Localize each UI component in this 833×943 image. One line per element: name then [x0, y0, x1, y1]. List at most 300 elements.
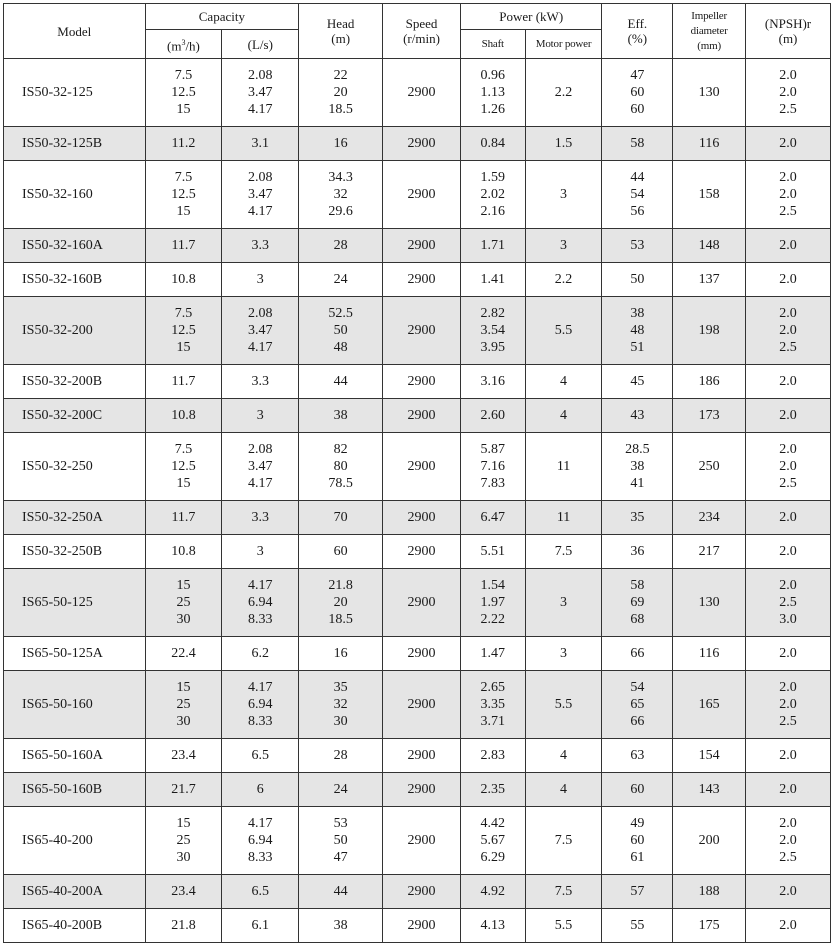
npsh-cell [746, 909, 831, 943]
shaft-power-cell-value: 1.26 [480, 102, 506, 117]
model-cell: IS50-32-160A [4, 229, 146, 263]
impeller-diameter-cell: 148 [673, 229, 746, 263]
speed-cell: 2900 [383, 875, 461, 909]
table-row [4, 637, 831, 671]
table-row [4, 59, 831, 127]
capacity-m3h-cell-value: 21.8 [171, 918, 196, 933]
efficiency-cell-value: 38 [630, 459, 645, 474]
head-cell [299, 229, 383, 263]
efficiency-cell-value: 36 [630, 544, 645, 559]
capacity-ls-cell-value: 6.94 [248, 595, 273, 610]
capacity-ls-cell-value: 8.33 [248, 850, 273, 865]
capacity-ls-cell [222, 739, 299, 773]
head-cell [299, 399, 383, 433]
efficiency-cell-value: 58 [630, 578, 645, 593]
speed-cell: 2900 [383, 773, 461, 807]
shaft-power-cell [460, 637, 525, 671]
shaft-power-cell [460, 909, 525, 943]
head-cell-value: 20 [333, 595, 348, 610]
npsh-cell [746, 229, 831, 263]
motor-power-cell: 3 [525, 637, 602, 671]
header-capacity-ls: (L/s) [222, 30, 299, 59]
header-power: Power (kW) [460, 4, 602, 30]
shaft-power-cell [460, 263, 525, 297]
shaft-power-cell-value: 2.02 [480, 187, 506, 202]
model-cell: IS65-50-125A [4, 637, 146, 671]
head-cell-value: 34.3 [328, 170, 353, 185]
capacity-ls-cell-value: 3.47 [248, 85, 273, 100]
head-cell [299, 59, 383, 127]
npsh-cell [746, 297, 831, 365]
npsh-cell [746, 127, 831, 161]
npsh-cell [746, 637, 831, 671]
efficiency-cell [602, 569, 673, 637]
efficiency-cell [602, 807, 673, 875]
shaft-power-cell [460, 59, 525, 127]
shaft-power-cell-value: 1.13 [480, 85, 506, 100]
efficiency-cell [602, 909, 673, 943]
capacity-m3h-cell-value: 10.8 [171, 408, 196, 423]
efficiency-cell [602, 501, 673, 535]
speed-cell: 2900 [383, 365, 461, 399]
npsh-cell-value: 2.5 [779, 102, 797, 117]
shaft-power-cell [460, 739, 525, 773]
efficiency-cell [602, 59, 673, 127]
table-row [4, 365, 831, 399]
capacity-ls-cell [222, 875, 299, 909]
npsh-cell [746, 263, 831, 297]
table-row [4, 433, 831, 501]
efficiency-cell [602, 739, 673, 773]
model-cell: IS65-40-200A [4, 875, 146, 909]
npsh-cell-value: 2.0 [779, 680, 797, 695]
shaft-power-cell [460, 433, 525, 501]
head-cell-value: 50 [333, 323, 348, 338]
capacity-ls-cell-value: 6.5 [251, 748, 270, 763]
shaft-power-cell-value: 6.29 [480, 850, 506, 865]
capacity-m3h-cell-value: 25 [176, 595, 191, 610]
capacity-ls-cell-value: 8.33 [248, 714, 273, 729]
capacity-ls-cell [222, 59, 299, 127]
efficiency-cell-value: 45 [630, 374, 645, 389]
motor-power-cell: 2.2 [525, 59, 602, 127]
npsh-cell [746, 569, 831, 637]
efficiency-cell-value: 61 [630, 850, 645, 865]
capacity-m3h-cell-value: 7.5 [174, 306, 193, 321]
impeller-diameter-cell: 137 [673, 263, 746, 297]
model-cell: IS50-32-250B [4, 535, 146, 569]
head-cell-value: 50 [333, 833, 348, 848]
npsh-cell-value: 2.0 [779, 187, 797, 202]
model-cell: IS50-32-125B [4, 127, 146, 161]
shaft-power-cell [460, 807, 525, 875]
header-npsh: (NPSH)r (m) [746, 4, 831, 59]
efficiency-cell-value: 65 [630, 697, 645, 712]
shaft-power-cell-value: 3.16 [480, 374, 506, 389]
shaft-power-cell-value: 6.47 [480, 510, 506, 525]
capacity-ls-cell [222, 501, 299, 535]
head-cell-value: 30 [333, 714, 348, 729]
capacity-m3h-cell-value: 15 [176, 102, 191, 117]
head-cell-value: 18.5 [328, 612, 353, 627]
shaft-power-cell-value: 3.95 [480, 340, 506, 355]
shaft-power-cell-value: 0.84 [480, 136, 506, 151]
motor-power-cell: 7.5 [525, 807, 602, 875]
npsh-cell [746, 365, 831, 399]
shaft-power-cell [460, 127, 525, 161]
capacity-m3h-cell [145, 909, 222, 943]
efficiency-cell-value: 47 [630, 68, 645, 83]
head-cell-value: 52.5 [328, 306, 353, 321]
head-cell [299, 637, 383, 671]
head-cell [299, 773, 383, 807]
shaft-power-cell-value: 2.22 [480, 612, 506, 627]
head-cell [299, 739, 383, 773]
shaft-power-cell-value: 1.71 [480, 238, 506, 253]
capacity-m3h-cell-value: 15 [176, 476, 191, 491]
efficiency-cell-value: 60 [630, 102, 645, 117]
efficiency-cell-value: 49 [630, 816, 645, 831]
capacity-m3h-cell-value: 30 [176, 850, 191, 865]
header-eff: Eff. (%) [602, 4, 673, 59]
npsh-cell-value: 2.5 [779, 476, 797, 491]
capacity-m3h-cell-value: 23.4 [171, 884, 196, 899]
capacity-m3h-cell-value: 10.8 [171, 272, 196, 287]
capacity-m3h-cell [145, 365, 222, 399]
head-cell-value: 16 [333, 646, 348, 661]
efficiency-cell [602, 637, 673, 671]
capacity-m3h-cell-value: 30 [176, 612, 191, 627]
head-cell-value: 44 [333, 374, 348, 389]
efficiency-cell-value: 35 [630, 510, 645, 525]
shaft-power-cell-value: 2.35 [480, 782, 506, 797]
shaft-power-cell-value: 7.83 [480, 476, 506, 491]
impeller-diameter-cell: 217 [673, 535, 746, 569]
npsh-cell-value: 2.0 [779, 442, 797, 457]
capacity-m3h-cell-value: 25 [176, 833, 191, 848]
head-cell-value: 16 [333, 136, 348, 151]
shaft-power-cell-value: 3.35 [480, 697, 506, 712]
model-cell: IS65-50-160 [4, 671, 146, 739]
shaft-power-cell [460, 569, 525, 637]
model-cell: IS50-32-200 [4, 297, 146, 365]
header-model: Model [4, 4, 146, 59]
capacity-ls-cell [222, 807, 299, 875]
impeller-diameter-cell: 165 [673, 671, 746, 739]
head-cell-value: 70 [333, 510, 348, 525]
capacity-m3h-cell [145, 739, 222, 773]
efficiency-cell-value: 38 [630, 306, 645, 321]
header-capacity-m3h: $(m^3/h)$ [145, 30, 222, 59]
speed-cell: 2900 [383, 909, 461, 943]
capacity-ls-cell-value: 6.5 [251, 884, 270, 899]
capacity-ls-cell-value: 3 [256, 272, 264, 287]
capacity-m3h-cell-value: 15 [176, 340, 191, 355]
shaft-power-cell [460, 229, 525, 263]
capacity-m3h-cell [145, 535, 222, 569]
head-cell-value: 82 [333, 442, 348, 457]
npsh-cell-value: 2.0 [779, 459, 797, 474]
npsh-cell-value: 2.5 [779, 595, 797, 610]
npsh-cell [746, 399, 831, 433]
capacity-m3h-cell-value: 23.4 [171, 748, 196, 763]
shaft-power-cell-value: 1.97 [480, 595, 506, 610]
efficiency-cell [602, 399, 673, 433]
capacity-ls-cell-value: 3 [256, 408, 264, 423]
impeller-diameter-cell: 143 [673, 773, 746, 807]
capacity-m3h-cell-value: 30 [176, 714, 191, 729]
npsh-cell [746, 161, 831, 229]
efficiency-cell [602, 365, 673, 399]
efficiency-cell-value: 63 [630, 748, 645, 763]
motor-power-cell: 4 [525, 739, 602, 773]
capacity-ls-cell [222, 297, 299, 365]
speed-cell: 2900 [383, 807, 461, 875]
impeller-diameter-cell: 234 [673, 501, 746, 535]
impeller-diameter-cell: 188 [673, 875, 746, 909]
efficiency-cell-value: 57 [630, 884, 645, 899]
pump-performance-table [3, 3, 831, 943]
capacity-m3h-cell [145, 59, 222, 127]
model-cell: IS65-40-200B [4, 909, 146, 943]
capacity-ls-cell-value: 4.17 [248, 204, 273, 219]
capacity-ls-cell [222, 671, 299, 739]
npsh-cell-value: 2.0 [779, 136, 797, 151]
capacity-m3h-cell [145, 807, 222, 875]
head-cell [299, 909, 383, 943]
model-cell: IS50-32-200B [4, 365, 146, 399]
table-row [4, 671, 831, 739]
efficiency-cell-value: 60 [630, 782, 645, 797]
capacity-m3h-cell-value: 10.8 [171, 544, 196, 559]
npsh-cell [746, 433, 831, 501]
capacity-ls-cell [222, 535, 299, 569]
shaft-power-cell-value: 2.82 [480, 306, 506, 321]
npsh-cell-value: 2.0 [779, 272, 797, 287]
header-shaft: Shaft [460, 30, 525, 59]
head-cell-value: 44 [333, 884, 348, 899]
efficiency-cell-value: 58 [630, 136, 645, 151]
table-row [4, 535, 831, 569]
model-cell: IS65-50-160B [4, 773, 146, 807]
motor-power-cell: 11 [525, 501, 602, 535]
npsh-cell [746, 501, 831, 535]
speed-cell: 2900 [383, 263, 461, 297]
capacity-ls-cell-value: 3.3 [251, 238, 270, 253]
head-cell-value: 32 [333, 697, 348, 712]
shaft-power-cell [460, 501, 525, 535]
capacity-m3h-cell-value: 15 [176, 816, 191, 831]
shaft-power-cell [460, 161, 525, 229]
head-cell [299, 161, 383, 229]
efficiency-cell-value: 48 [630, 323, 645, 338]
model-cell: IS65-50-125 [4, 569, 146, 637]
impeller-diameter-cell: 154 [673, 739, 746, 773]
capacity-ls-cell-value: 6 [256, 782, 264, 797]
shaft-power-cell-value: 3.54 [480, 323, 506, 338]
npsh-cell-value: 2.0 [779, 918, 797, 933]
head-cell-value: 38 [333, 408, 348, 423]
head-cell-value: 38 [333, 918, 348, 933]
efficiency-cell [602, 671, 673, 739]
npsh-cell-value: 2.5 [779, 204, 797, 219]
npsh-cell-value: 2.0 [779, 323, 797, 338]
impeller-diameter-cell: 198 [673, 297, 746, 365]
head-cell-value: 47 [333, 850, 348, 865]
head-cell [299, 671, 383, 739]
capacity-ls-cell-value: 4.17 [248, 340, 273, 355]
shaft-power-cell [460, 773, 525, 807]
efficiency-cell-value: 68 [630, 612, 645, 627]
shaft-power-cell-value: 3.71 [480, 714, 506, 729]
head-cell [299, 569, 383, 637]
table-row [4, 229, 831, 263]
capacity-ls-cell-value: 4.17 [248, 816, 273, 831]
efficiency-cell-value: 60 [630, 85, 645, 100]
shaft-power-cell-value: 1.59 [480, 170, 506, 185]
table-row [4, 127, 831, 161]
efficiency-cell-value: 56 [630, 204, 645, 219]
capacity-m3h-cell [145, 637, 222, 671]
npsh-cell-value: 2.0 [779, 408, 797, 423]
shaft-power-cell-value: 2.16 [480, 204, 506, 219]
shaft-power-cell-value: 1.54 [480, 578, 506, 593]
head-cell-value: 80 [333, 459, 348, 474]
motor-power-cell: 7.5 [525, 875, 602, 909]
capacity-m3h-cell [145, 671, 222, 739]
speed-cell: 2900 [383, 297, 461, 365]
npsh-cell-value: 2.5 [779, 340, 797, 355]
model-cell: IS50-32-125 [4, 59, 146, 127]
efficiency-cell-value: 66 [630, 646, 645, 661]
capacity-ls-cell [222, 433, 299, 501]
table-row [4, 773, 831, 807]
shaft-power-cell-value: 1.41 [480, 272, 506, 287]
capacity-m3h-cell [145, 297, 222, 365]
table-row [4, 501, 831, 535]
npsh-cell [746, 59, 831, 127]
capacity-ls-cell-value: 4.17 [248, 102, 273, 117]
shaft-power-cell-value: 4.13 [480, 918, 506, 933]
impeller-diameter-cell: 250 [673, 433, 746, 501]
head-cell-value: 22 [333, 68, 348, 83]
impeller-diameter-cell: 130 [673, 569, 746, 637]
npsh-cell-value: 2.0 [779, 782, 797, 797]
model-cell: IS50-32-250 [4, 433, 146, 501]
motor-power-cell: 4 [525, 365, 602, 399]
capacity-ls-cell-value: 3.1 [251, 136, 270, 151]
impeller-diameter-cell: 175 [673, 909, 746, 943]
head-cell [299, 433, 383, 501]
capacity-m3h-cell-value: 7.5 [174, 170, 193, 185]
speed-cell: 2900 [383, 501, 461, 535]
efficiency-cell-value: 50 [630, 272, 645, 287]
npsh-cell [746, 739, 831, 773]
shaft-power-cell-value: 4.42 [480, 816, 506, 831]
shaft-power-cell-value: 1.47 [480, 646, 506, 661]
capacity-ls-cell-value: 3.3 [251, 374, 270, 389]
capacity-m3h-cell-value: 12.5 [171, 323, 196, 338]
shaft-power-cell [460, 671, 525, 739]
npsh-cell-value: 2.0 [779, 68, 797, 83]
table-row [4, 161, 831, 229]
speed-cell: 2900 [383, 671, 461, 739]
shaft-power-cell-value: 5.67 [480, 833, 506, 848]
efficiency-cell-value: 60 [630, 833, 645, 848]
capacity-m3h-cell [145, 875, 222, 909]
head-cell-value: 24 [333, 782, 348, 797]
table-row [4, 739, 831, 773]
header-capacity: Capacity [145, 4, 299, 30]
motor-power-cell: 7.5 [525, 535, 602, 569]
speed-cell: 2900 [383, 569, 461, 637]
head-cell-value: 18.5 [328, 102, 353, 117]
motor-power-cell: 5.5 [525, 909, 602, 943]
table-row [4, 297, 831, 365]
motor-power-cell: 4 [525, 399, 602, 433]
table-row [4, 807, 831, 875]
npsh-cell-value: 2.0 [779, 85, 797, 100]
head-cell [299, 365, 383, 399]
speed-cell: 2900 [383, 739, 461, 773]
npsh-cell-value: 2.0 [779, 578, 797, 593]
npsh-cell [746, 807, 831, 875]
capacity-m3h-cell-value: 7.5 [174, 442, 193, 457]
npsh-cell-value: 2.0 [779, 833, 797, 848]
capacity-ls-cell [222, 909, 299, 943]
model-cell: IS50-32-160 [4, 161, 146, 229]
capacity-ls-cell [222, 637, 299, 671]
efficiency-cell-value: 44 [630, 170, 645, 185]
head-cell-value: 32 [333, 187, 348, 202]
model-cell: IS50-32-250A [4, 501, 146, 535]
shaft-power-cell [460, 399, 525, 433]
capacity-m3h-cell-value: 15 [176, 204, 191, 219]
capacity-ls-cell-value: 8.33 [248, 612, 273, 627]
efficiency-cell [602, 263, 673, 297]
capacity-ls-cell [222, 127, 299, 161]
table-row [4, 875, 831, 909]
efficiency-cell-value: 28.5 [625, 442, 650, 457]
npsh-cell [746, 875, 831, 909]
head-cell-value: 28 [333, 238, 348, 253]
impeller-diameter-cell: 158 [673, 161, 746, 229]
efficiency-cell-value: 54 [630, 680, 645, 695]
capacity-m3h-cell-value: 11.7 [171, 238, 196, 253]
npsh-cell-value: 3.0 [779, 612, 797, 627]
head-cell-value: 60 [333, 544, 348, 559]
efficiency-cell-value: 54 [630, 187, 645, 202]
capacity-ls-cell-value: 6.94 [248, 697, 273, 712]
impeller-diameter-cell: 200 [673, 807, 746, 875]
capacity-m3h-cell-value: 11.2 [171, 136, 196, 151]
motor-power-cell: 5.5 [525, 671, 602, 739]
npsh-cell-value: 2.0 [779, 306, 797, 321]
speed-cell: 2900 [383, 535, 461, 569]
head-cell-value: 21.8 [328, 578, 353, 593]
capacity-ls-cell-value: 6.1 [251, 918, 270, 933]
capacity-ls-cell-value: 2.08 [248, 170, 273, 185]
shaft-power-cell [460, 535, 525, 569]
model-cell: IS50-32-160B [4, 263, 146, 297]
table-body [4, 59, 831, 943]
impeller-diameter-cell: 116 [673, 127, 746, 161]
capacity-ls-cell-value: 2.08 [248, 68, 273, 83]
head-cell [299, 807, 383, 875]
motor-power-cell: 3 [525, 569, 602, 637]
npsh-cell [746, 535, 831, 569]
capacity-ls-cell-value: 2.08 [248, 442, 273, 457]
